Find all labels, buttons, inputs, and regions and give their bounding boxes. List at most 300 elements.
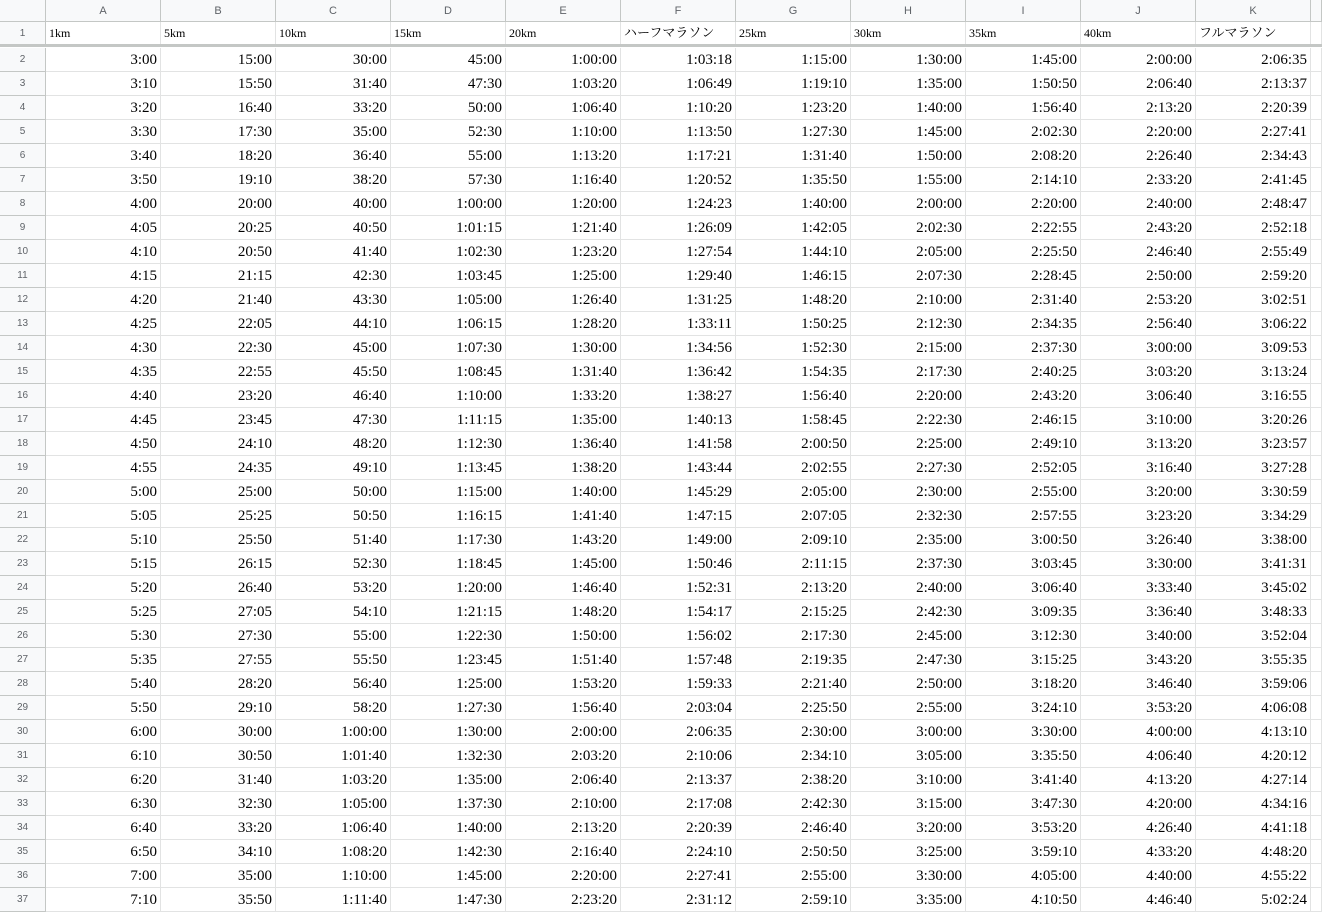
table-cell[interactable]: 21:40: [161, 288, 276, 312]
table-cell[interactable]: 2:37:30: [851, 552, 966, 576]
table-cell[interactable]: 2:24:10: [621, 840, 736, 864]
table-cell-empty[interactable]: [1311, 744, 1322, 768]
table-cell[interactable]: 2:06:35: [1196, 48, 1311, 72]
table-cell[interactable]: 30:00: [161, 720, 276, 744]
table-cell[interactable]: 58:20: [276, 696, 391, 720]
table-cell[interactable]: 4:27:14: [1196, 768, 1311, 792]
table-cell[interactable]: 15:50: [161, 72, 276, 96]
table-cell[interactable]: 5:35: [46, 648, 161, 672]
table-cell[interactable]: 2:42:30: [851, 600, 966, 624]
table-cell[interactable]: 1:06:15: [391, 312, 506, 336]
table-cell-empty[interactable]: [1311, 240, 1322, 264]
table-cell[interactable]: 2:17:08: [621, 792, 736, 816]
table-cell[interactable]: 6:20: [46, 768, 161, 792]
table-cell[interactable]: 27:55: [161, 648, 276, 672]
table-cell[interactable]: 2:20:39: [621, 816, 736, 840]
table-cell[interactable]: 2:46:40: [736, 816, 851, 840]
table-cell[interactable]: 3:23:20: [1081, 504, 1196, 528]
table-cell[interactable]: 4:35: [46, 360, 161, 384]
table-cell[interactable]: 3:38:00: [1196, 528, 1311, 552]
table-cell[interactable]: 36:40: [276, 144, 391, 168]
table-cell[interactable]: 3:06:40: [1081, 384, 1196, 408]
table-cell[interactable]: 2:59:20: [1196, 264, 1311, 288]
table-cell[interactable]: 49:10: [276, 456, 391, 480]
table-cell[interactable]: 3:23:57: [1196, 432, 1311, 456]
table-cell[interactable]: 2:45:00: [851, 624, 966, 648]
table-cell[interactable]: 2:20:39: [1196, 96, 1311, 120]
table-cell[interactable]: 2:06:35: [621, 720, 736, 744]
header-cell[interactable]: 40km: [1081, 22, 1196, 45]
table-cell[interactable]: 1:31:40: [736, 144, 851, 168]
table-cell-empty[interactable]: [1311, 408, 1322, 432]
table-cell[interactable]: 4:13:10: [1196, 720, 1311, 744]
table-cell[interactable]: 3:45:02: [1196, 576, 1311, 600]
row-header-11[interactable]: 11: [0, 264, 46, 288]
table-cell-empty[interactable]: [1311, 888, 1322, 912]
table-cell[interactable]: 2:34:10: [736, 744, 851, 768]
row-header-30[interactable]: 30: [0, 720, 46, 744]
table-cell[interactable]: 3:03:20: [1081, 360, 1196, 384]
frozen-row-divider[interactable]: [0, 44, 1322, 47]
table-cell[interactable]: 1:33:11: [621, 312, 736, 336]
table-cell[interactable]: 4:41:18: [1196, 816, 1311, 840]
table-cell[interactable]: 4:06:08: [1196, 696, 1311, 720]
table-cell[interactable]: 2:19:35: [736, 648, 851, 672]
table-cell[interactable]: 3:13:20: [1081, 432, 1196, 456]
table-cell[interactable]: 4:46:40: [1081, 888, 1196, 912]
table-cell-empty[interactable]: [1311, 72, 1322, 96]
table-cell-empty[interactable]: [1311, 696, 1322, 720]
table-cell[interactable]: 32:30: [161, 792, 276, 816]
table-cell[interactable]: 1:34:56: [621, 336, 736, 360]
table-cell-empty[interactable]: [1311, 120, 1322, 144]
table-cell[interactable]: 2:15:25: [736, 600, 851, 624]
table-cell[interactable]: 2:37:30: [966, 336, 1081, 360]
table-cell[interactable]: 2:49:10: [966, 432, 1081, 456]
table-cell[interactable]: 3:00:00: [851, 720, 966, 744]
table-cell[interactable]: 29:10: [161, 696, 276, 720]
table-cell[interactable]: 20:00: [161, 192, 276, 216]
table-cell[interactable]: 47:30: [276, 408, 391, 432]
table-cell[interactable]: 1:56:40: [506, 696, 621, 720]
table-cell[interactable]: 2:43:20: [1081, 216, 1196, 240]
table-cell[interactable]: 6:50: [46, 840, 161, 864]
table-cell[interactable]: 1:55:00: [851, 168, 966, 192]
table-cell[interactable]: 3:36:40: [1081, 600, 1196, 624]
table-cell[interactable]: 2:22:55: [966, 216, 1081, 240]
table-cell[interactable]: 30:00: [276, 48, 391, 72]
table-cell[interactable]: 2:28:45: [966, 264, 1081, 288]
table-cell[interactable]: 1:59:33: [621, 672, 736, 696]
table-cell[interactable]: 1:01:40: [276, 744, 391, 768]
table-cell[interactable]: 1:13:50: [621, 120, 736, 144]
table-cell[interactable]: 27:30: [161, 624, 276, 648]
table-cell[interactable]: 35:50: [161, 888, 276, 912]
table-cell[interactable]: 2:43:20: [966, 384, 1081, 408]
table-cell[interactable]: 2:10:00: [851, 288, 966, 312]
table-cell[interactable]: 2:52:05: [966, 456, 1081, 480]
table-cell[interactable]: 2:17:30: [851, 360, 966, 384]
column-header-a[interactable]: A: [46, 0, 161, 22]
table-cell[interactable]: 2:05:00: [736, 480, 851, 504]
table-cell[interactable]: 2:03:04: [621, 696, 736, 720]
table-cell[interactable]: 4:48:20: [1196, 840, 1311, 864]
table-cell[interactable]: 1:52:30: [736, 336, 851, 360]
table-cell-empty[interactable]: [1311, 552, 1322, 576]
row-header-9[interactable]: 9: [0, 216, 46, 240]
row-header-26[interactable]: 26: [0, 624, 46, 648]
table-cell-empty[interactable]: [1311, 96, 1322, 120]
table-cell[interactable]: 1:10:00: [391, 384, 506, 408]
table-cell[interactable]: 1:10:00: [506, 120, 621, 144]
table-cell[interactable]: 4:13:20: [1081, 768, 1196, 792]
table-cell[interactable]: 7:00: [46, 864, 161, 888]
table-cell[interactable]: 4:33:20: [1081, 840, 1196, 864]
table-cell[interactable]: 3:20: [46, 96, 161, 120]
table-cell[interactable]: 2:23:20: [506, 888, 621, 912]
table-cell[interactable]: 1:03:20: [276, 768, 391, 792]
table-cell[interactable]: 3:25:00: [851, 840, 966, 864]
table-cell[interactable]: 2:41:45: [1196, 168, 1311, 192]
table-cell[interactable]: 4:55:22: [1196, 864, 1311, 888]
table-cell[interactable]: 1:44:10: [736, 240, 851, 264]
table-cell[interactable]: 1:41:40: [506, 504, 621, 528]
table-cell-empty[interactable]: [1311, 288, 1322, 312]
select-all-corner[interactable]: [0, 0, 46, 22]
table-cell[interactable]: 2:00:00: [851, 192, 966, 216]
table-cell[interactable]: 2:14:10: [966, 168, 1081, 192]
table-cell[interactable]: 55:50: [276, 648, 391, 672]
table-cell[interactable]: 1:23:20: [736, 96, 851, 120]
table-cell[interactable]: 25:00: [161, 480, 276, 504]
table-cell[interactable]: 2:34:35: [966, 312, 1081, 336]
table-cell[interactable]: 1:05:00: [276, 792, 391, 816]
table-cell[interactable]: 2:13:37: [621, 768, 736, 792]
column-header-partial[interactable]: [1311, 0, 1322, 22]
table-cell-empty[interactable]: [1311, 840, 1322, 864]
table-cell[interactable]: 1:43:44: [621, 456, 736, 480]
table-cell[interactable]: 3:46:40: [1081, 672, 1196, 696]
table-cell[interactable]: 2:25:50: [966, 240, 1081, 264]
table-cell[interactable]: 1:40:00: [506, 480, 621, 504]
column-header-f[interactable]: F: [621, 0, 736, 22]
table-cell[interactable]: 1:18:45: [391, 552, 506, 576]
table-cell[interactable]: 2:20:00: [966, 192, 1081, 216]
table-cell-empty[interactable]: [1311, 648, 1322, 672]
table-cell[interactable]: 54:10: [276, 600, 391, 624]
table-cell[interactable]: 1:38:20: [506, 456, 621, 480]
table-cell[interactable]: 1:48:20: [736, 288, 851, 312]
table-cell[interactable]: 2:27:41: [1196, 120, 1311, 144]
table-cell[interactable]: 3:18:20: [966, 672, 1081, 696]
table-cell[interactable]: 3:10: [46, 72, 161, 96]
table-cell[interactable]: 2:07:05: [736, 504, 851, 528]
table-cell[interactable]: 2:56:40: [1081, 312, 1196, 336]
table-cell[interactable]: 1:47:30: [391, 888, 506, 912]
row-header-14[interactable]: 14: [0, 336, 46, 360]
table-cell[interactable]: 1:45:00: [506, 552, 621, 576]
table-cell[interactable]: 1:36:40: [506, 432, 621, 456]
table-cell[interactable]: 1:47:15: [621, 504, 736, 528]
table-cell[interactable]: 3:20:00: [1081, 480, 1196, 504]
table-cell[interactable]: 22:05: [161, 312, 276, 336]
table-cell[interactable]: 3:52:04: [1196, 624, 1311, 648]
table-cell[interactable]: 24:10: [161, 432, 276, 456]
table-cell[interactable]: 55:00: [276, 624, 391, 648]
table-cell[interactable]: 4:20: [46, 288, 161, 312]
table-cell[interactable]: 3:59:10: [966, 840, 1081, 864]
table-cell[interactable]: 3:09:35: [966, 600, 1081, 624]
table-cell[interactable]: 43:30: [276, 288, 391, 312]
table-cell[interactable]: 1:08:45: [391, 360, 506, 384]
table-cell[interactable]: 1:15:00: [391, 480, 506, 504]
table-cell[interactable]: 20:50: [161, 240, 276, 264]
row-header-18[interactable]: 18: [0, 432, 46, 456]
table-cell[interactable]: 1:10:20: [621, 96, 736, 120]
table-cell[interactable]: 1:13:20: [506, 144, 621, 168]
table-cell[interactable]: 1:26:09: [621, 216, 736, 240]
column-header-i[interactable]: I: [966, 0, 1081, 22]
table-cell[interactable]: 5:00: [46, 480, 161, 504]
table-cell[interactable]: 2:50:50: [736, 840, 851, 864]
table-cell[interactable]: 44:10: [276, 312, 391, 336]
table-cell[interactable]: 6:40: [46, 816, 161, 840]
table-cell[interactable]: 1:22:30: [391, 624, 506, 648]
header-cell[interactable]: フルマラソン: [1196, 22, 1311, 45]
table-cell[interactable]: 2:47:30: [851, 648, 966, 672]
table-cell[interactable]: 2:20:00: [851, 384, 966, 408]
column-header-g[interactable]: G: [736, 0, 851, 22]
table-cell[interactable]: 1:50:00: [851, 144, 966, 168]
table-cell-empty[interactable]: [1311, 480, 1322, 504]
table-cell[interactable]: 2:42:30: [736, 792, 851, 816]
header-cell[interactable]: 25km: [736, 22, 851, 45]
row-header-8[interactable]: 8: [0, 192, 46, 216]
table-cell[interactable]: 45:00: [391, 48, 506, 72]
table-cell[interactable]: 1:27:30: [736, 120, 851, 144]
table-cell[interactable]: 1:31:40: [506, 360, 621, 384]
table-cell[interactable]: 2:20:00: [506, 864, 621, 888]
table-cell[interactable]: 56:40: [276, 672, 391, 696]
table-cell[interactable]: 5:15: [46, 552, 161, 576]
table-cell[interactable]: 1:45:00: [966, 48, 1081, 72]
table-cell[interactable]: 3:40: [46, 144, 161, 168]
table-cell[interactable]: 1:02:30: [391, 240, 506, 264]
table-cell[interactable]: 33:20: [276, 96, 391, 120]
table-cell[interactable]: 1:54:35: [736, 360, 851, 384]
table-cell[interactable]: 6:30: [46, 792, 161, 816]
table-cell[interactable]: 1:50:25: [736, 312, 851, 336]
table-cell[interactable]: 38:20: [276, 168, 391, 192]
table-cell[interactable]: 4:06:40: [1081, 744, 1196, 768]
table-cell[interactable]: 1:35:50: [736, 168, 851, 192]
table-cell[interactable]: 2:35:00: [851, 528, 966, 552]
table-cell[interactable]: 2:55:00: [736, 864, 851, 888]
table-cell-empty[interactable]: [1311, 336, 1322, 360]
row-header-32[interactable]: 32: [0, 768, 46, 792]
row-header-35[interactable]: 35: [0, 840, 46, 864]
table-cell[interactable]: 3:13:24: [1196, 360, 1311, 384]
table-cell[interactable]: 2:46:15: [966, 408, 1081, 432]
header-cell-empty[interactable]: [1311, 22, 1322, 45]
table-cell[interactable]: 2:34:43: [1196, 144, 1311, 168]
table-cell[interactable]: 3:20:00: [851, 816, 966, 840]
table-cell[interactable]: 2:03:20: [506, 744, 621, 768]
table-cell[interactable]: 4:05: [46, 216, 161, 240]
table-cell-empty[interactable]: [1311, 384, 1322, 408]
row-header-2[interactable]: 2: [0, 48, 46, 72]
table-cell[interactable]: 2:02:55: [736, 456, 851, 480]
row-header-37[interactable]: 37: [0, 888, 46, 912]
table-cell-empty[interactable]: [1311, 624, 1322, 648]
table-cell[interactable]: 3:15:25: [966, 648, 1081, 672]
header-cell[interactable]: 30km: [851, 22, 966, 45]
table-cell[interactable]: 40:00: [276, 192, 391, 216]
table-cell[interactable]: 1:23:45: [391, 648, 506, 672]
table-cell[interactable]: 1:49:00: [621, 528, 736, 552]
table-cell[interactable]: 3:24:10: [966, 696, 1081, 720]
table-cell[interactable]: 1:21:15: [391, 600, 506, 624]
table-cell[interactable]: 2:32:30: [851, 504, 966, 528]
table-cell[interactable]: 3:53:20: [966, 816, 1081, 840]
table-cell[interactable]: 4:55: [46, 456, 161, 480]
row-header-7[interactable]: 7: [0, 168, 46, 192]
table-cell[interactable]: 1:29:40: [621, 264, 736, 288]
table-cell[interactable]: 2:55:00: [966, 480, 1081, 504]
table-cell-empty[interactable]: [1311, 312, 1322, 336]
table-cell-empty[interactable]: [1311, 360, 1322, 384]
table-cell[interactable]: 2:48:47: [1196, 192, 1311, 216]
table-cell[interactable]: 26:40: [161, 576, 276, 600]
row-header-5[interactable]: 5: [0, 120, 46, 144]
table-cell[interactable]: 3:16:55: [1196, 384, 1311, 408]
table-cell[interactable]: 19:10: [161, 168, 276, 192]
table-cell[interactable]: 2:40:00: [851, 576, 966, 600]
table-cell[interactable]: 5:25: [46, 600, 161, 624]
table-cell[interactable]: 2:38:20: [736, 768, 851, 792]
table-cell[interactable]: 24:35: [161, 456, 276, 480]
table-cell[interactable]: 1:45:29: [621, 480, 736, 504]
table-cell[interactable]: 21:15: [161, 264, 276, 288]
table-cell[interactable]: 3:48:33: [1196, 600, 1311, 624]
row-header-19[interactable]: 19: [0, 456, 46, 480]
table-cell[interactable]: 2:06:40: [506, 768, 621, 792]
row-header-31[interactable]: 31: [0, 744, 46, 768]
table-cell[interactable]: 2:40:00: [1081, 192, 1196, 216]
table-cell[interactable]: 4:40:00: [1081, 864, 1196, 888]
table-cell[interactable]: 1:11:15: [391, 408, 506, 432]
table-cell[interactable]: 5:40: [46, 672, 161, 696]
table-cell[interactable]: 1:27:54: [621, 240, 736, 264]
table-cell[interactable]: 1:32:30: [391, 744, 506, 768]
table-cell[interactable]: 1:56:02: [621, 624, 736, 648]
table-cell[interactable]: 1:36:42: [621, 360, 736, 384]
table-cell[interactable]: 3:10:00: [1081, 408, 1196, 432]
table-cell[interactable]: 4:45: [46, 408, 161, 432]
table-cell[interactable]: 46:40: [276, 384, 391, 408]
table-cell[interactable]: 3:00:50: [966, 528, 1081, 552]
table-cell-empty[interactable]: [1311, 720, 1322, 744]
table-cell[interactable]: 4:00:00: [1081, 720, 1196, 744]
table-cell[interactable]: 3:53:20: [1081, 696, 1196, 720]
row-header-13[interactable]: 13: [0, 312, 46, 336]
table-cell[interactable]: 2:33:20: [1081, 168, 1196, 192]
table-cell[interactable]: 27:05: [161, 600, 276, 624]
table-cell-empty[interactable]: [1311, 216, 1322, 240]
table-cell[interactable]: 2:30:00: [736, 720, 851, 744]
table-cell[interactable]: 33:20: [161, 816, 276, 840]
table-cell[interactable]: 31:40: [276, 72, 391, 96]
table-cell[interactable]: 2:50:00: [1081, 264, 1196, 288]
table-cell[interactable]: 45:50: [276, 360, 391, 384]
column-header-e[interactable]: E: [506, 0, 621, 22]
table-cell[interactable]: 2:53:20: [1081, 288, 1196, 312]
table-cell[interactable]: 2:13:20: [506, 816, 621, 840]
table-cell[interactable]: 1:38:27: [621, 384, 736, 408]
table-cell[interactable]: 1:03:45: [391, 264, 506, 288]
table-cell[interactable]: 3:16:40: [1081, 456, 1196, 480]
table-cell[interactable]: 3:27:28: [1196, 456, 1311, 480]
table-cell-empty[interactable]: [1311, 672, 1322, 696]
table-cell[interactable]: 6:00: [46, 720, 161, 744]
column-header-k[interactable]: K: [1196, 0, 1311, 22]
table-cell[interactable]: 3:26:40: [1081, 528, 1196, 552]
table-cell[interactable]: 2:55:49: [1196, 240, 1311, 264]
table-cell[interactable]: 1:46:15: [736, 264, 851, 288]
table-cell[interactable]: 2:16:40: [506, 840, 621, 864]
table-cell[interactable]: 4:30: [46, 336, 161, 360]
table-cell[interactable]: 3:00:00: [1081, 336, 1196, 360]
table-cell[interactable]: 1:31:25: [621, 288, 736, 312]
column-header-d[interactable]: D: [391, 0, 506, 22]
table-cell[interactable]: 30:50: [161, 744, 276, 768]
table-cell[interactable]: 1:08:20: [276, 840, 391, 864]
row-header-10[interactable]: 10: [0, 240, 46, 264]
header-cell[interactable]: ハーフマラソン: [621, 22, 736, 45]
table-cell-empty[interactable]: [1311, 792, 1322, 816]
table-cell[interactable]: 3:55:35: [1196, 648, 1311, 672]
table-cell[interactable]: 3:33:40: [1081, 576, 1196, 600]
table-cell[interactable]: 1:13:45: [391, 456, 506, 480]
table-cell[interactable]: 1:56:40: [966, 96, 1081, 120]
table-cell[interactable]: 1:37:30: [391, 792, 506, 816]
table-cell[interactable]: 17:30: [161, 120, 276, 144]
table-cell[interactable]: 1:40:00: [391, 816, 506, 840]
table-cell[interactable]: 1:57:48: [621, 648, 736, 672]
table-cell[interactable]: 1:20:00: [506, 192, 621, 216]
table-cell[interactable]: 2:13:20: [736, 576, 851, 600]
table-cell[interactable]: 1:21:40: [506, 216, 621, 240]
table-cell[interactable]: 1:46:40: [506, 576, 621, 600]
table-cell[interactable]: 22:55: [161, 360, 276, 384]
row-header-34[interactable]: 34: [0, 816, 46, 840]
table-cell[interactable]: 2:13:37: [1196, 72, 1311, 96]
table-cell[interactable]: 23:20: [161, 384, 276, 408]
table-cell[interactable]: 1:40:00: [851, 96, 966, 120]
table-cell[interactable]: 1:35:00: [506, 408, 621, 432]
table-cell[interactable]: 1:50:50: [966, 72, 1081, 96]
table-cell[interactable]: 1:48:20: [506, 600, 621, 624]
table-cell[interactable]: 52:30: [391, 120, 506, 144]
column-header-c[interactable]: C: [276, 0, 391, 22]
table-cell[interactable]: 1:16:40: [506, 168, 621, 192]
row-header-22[interactable]: 22: [0, 528, 46, 552]
table-cell[interactable]: 2:02:30: [851, 216, 966, 240]
table-cell[interactable]: 1:17:21: [621, 144, 736, 168]
table-cell[interactable]: 2:09:10: [736, 528, 851, 552]
table-cell[interactable]: 1:40:13: [621, 408, 736, 432]
table-cell[interactable]: 2:25:50: [736, 696, 851, 720]
